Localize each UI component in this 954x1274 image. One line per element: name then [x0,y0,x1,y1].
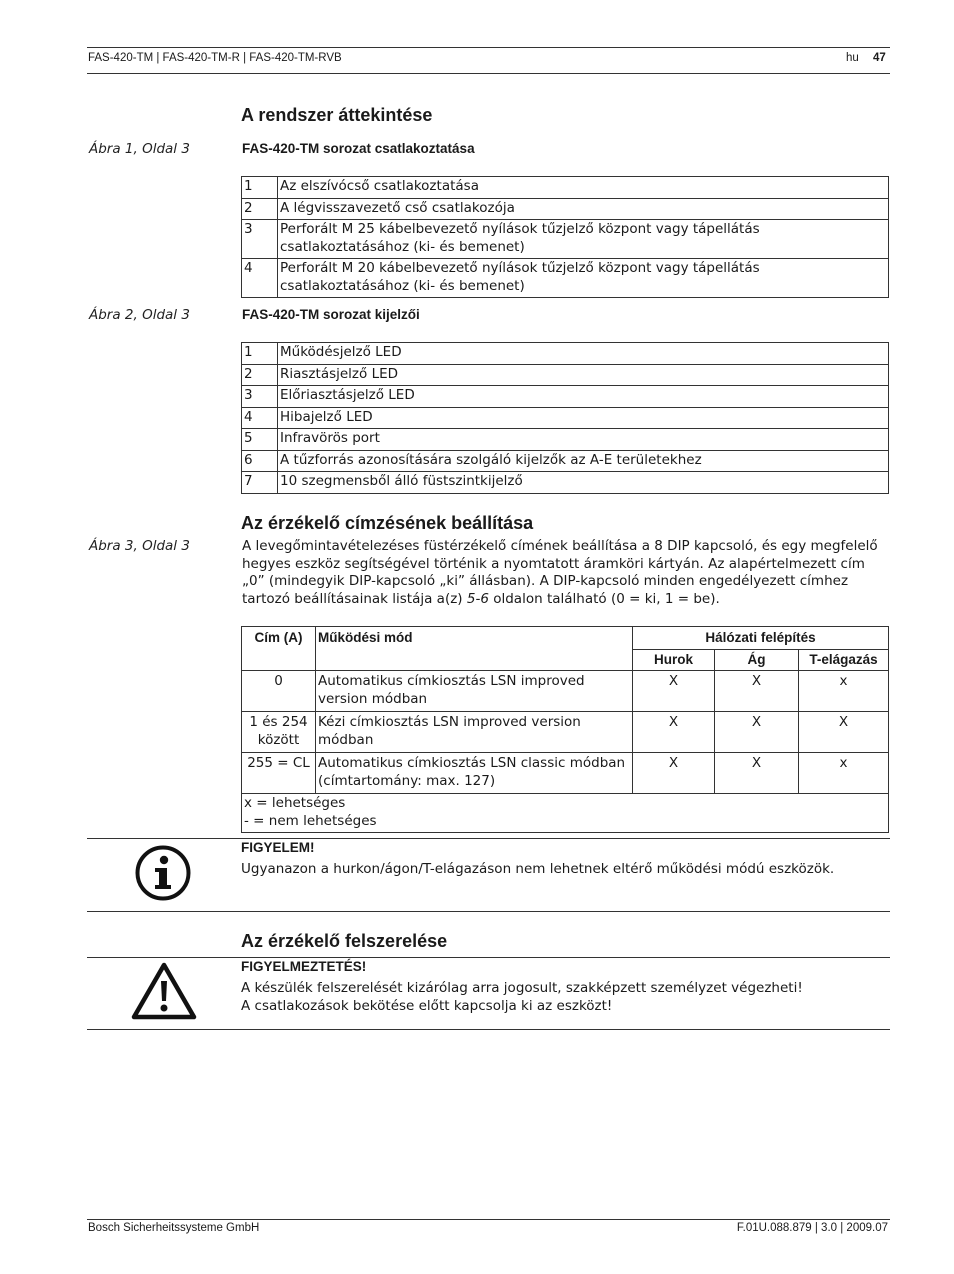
row-text: Riasztásjelző LED [278,364,889,386]
indicators-table [241,342,889,494]
row-text: Perforált M 25 kábelbevezető nyílások tűzjelző központ vagy tápellátás csatlakoztatásához (ki- és bemenet) [278,220,889,259]
figure-ref-2: Ábra 2, Oldal 3 [89,307,190,323]
table-row [242,259,889,298]
legend-possible: x = lehetséges [244,795,346,811]
table-row [242,343,889,365]
warning-top-rule [87,957,890,958]
table-row [242,364,889,386]
table-legend-row [242,794,889,833]
row-number: 5 [242,429,278,451]
warning-title: FIGYELMEZTETÉS! [241,959,367,974]
cell-tbranch: x [799,753,889,794]
warning-text [241,980,803,1015]
row-text: Hibajelző LED [278,407,889,429]
footer-document-ref: F.01U.088.879 | 3.0 | 2009.07 [736,1222,888,1234]
cell-branch: X [715,712,799,753]
col-header-tbranch: T-elágazás [799,649,889,671]
row-number: 3 [242,386,278,408]
row-text: A tűzforrás azonosítására szolgáló kijelzők az A-E területekhez [278,450,889,472]
cell-branch: X [715,753,799,794]
row-text: A légvisszavezető cső csatlakozója [278,198,889,220]
warning-bottom-rule [87,1029,890,1030]
cell-address: 0 [242,671,316,712]
table-row [242,429,889,451]
cell-mode: Kézi címkiosztás LSN improved version módban [316,712,633,753]
page-number: 47 [873,52,886,64]
table-row [242,450,889,472]
page-reference: 5-6 [466,590,489,607]
row-text: Előriasztásjelző LED [278,386,889,408]
col-header-mode: Működési mód [316,627,633,671]
header-models: FAS-420-TM | FAS-420-TM-R | FAS-420-TM-RVB [88,52,342,64]
cell-mode: Automatikus címkiosztás LSN improved version módban [316,671,633,712]
table-row [242,407,889,429]
col-header-loop: Hurok [633,649,715,671]
addressing-paragraph [242,538,892,608]
cell-tbranch: x [799,671,889,712]
cell-branch: X [715,671,799,712]
row-number: 3 [242,220,278,259]
table-row [242,753,889,794]
table-row [242,220,889,259]
table-row [242,386,889,408]
paragraph-line: hegyes eszköz segítségével történik a nyomtatott áramköri kártyán. Az alapértelmezett cím [242,555,865,572]
paragraph-text: oldalon található (0 = ki, 1 = be). [488,590,720,607]
figure-title-1: FAS-420-TM sorozat csatlakoztatása [242,141,475,156]
row-text: 10 szegmensből álló füstszintkijelző [278,472,889,494]
notice-text: Ugyanazon a hurkon/ágon/T-elágazáson nem lehetnek eltérő működési módú eszközök. [241,861,835,877]
info-icon [135,845,191,901]
cell-mode: Automatikus címkiosztás LSN classic módban (címtartomány: max. 127) [316,753,633,794]
figure-title-2: FAS-420-TM sorozat kijelzői [242,307,420,322]
notice-top-rule [87,838,890,839]
cell-address: 255 = CL [242,753,316,794]
figure-ref-1: Ábra 1, Oldal 3 [89,141,190,157]
header-bottom-rule [87,73,890,74]
row-text: Működésjelző LED [278,343,889,365]
paragraph-text: tartozó beállításainak listája a(z) [242,590,467,607]
table-row [242,671,889,712]
table-row [242,198,889,220]
cell-tbranch: X [799,712,889,753]
table-row [242,712,889,753]
header-language: hu [846,52,859,64]
connections-table [241,176,889,298]
notice-title: FIGYELEM! [241,840,315,855]
cell-loop: X [633,753,715,794]
table-row [242,472,889,494]
footer-rule [87,1219,890,1220]
row-text: Az elszívócső csatlakoztatása [278,177,889,199]
warning-icon [130,961,198,1021]
cell-loop: X [633,712,715,753]
row-number: 7 [242,472,278,494]
paragraph-line [242,591,892,609]
paragraph-line: „0” (mindegyik DIP-kapcsoló „ki” állásban). A DIP-kapcsoló minden engedélyezett címhez [242,573,849,589]
col-header-network: Hálózati felépítés [633,627,889,650]
cell-loop: X [633,671,715,712]
table-row [242,177,889,199]
legend-not-possible: - = nem lehetséges [244,812,377,829]
cell-address: 1 és 254 között [242,712,316,753]
address-table [241,626,889,833]
row-number: 2 [242,198,278,220]
section-title-overview: A rendszer áttekintése [241,105,433,125]
row-number: 1 [242,177,278,199]
row-number: 4 [242,407,278,429]
row-number: 6 [242,450,278,472]
row-number: 1 [242,343,278,365]
row-text: Infravörös port [278,429,889,451]
footer-company: Bosch Sicherheitssysteme GmbH [88,1222,260,1234]
warning-line: A készülék felszerelését kizárólag arra jogosult, szakképzett személyzet végezheti! [241,980,803,996]
paragraph-line: A levegőmintavételezéses füstérzékelő címének beállítása a 8 DIP kapcsoló, és egy megfelelő [242,538,878,554]
section-title-addressing: Az érzékelő címzésének beállítása [241,513,534,533]
row-number: 2 [242,364,278,386]
row-number: 4 [242,259,278,298]
header-top-rule [87,47,890,48]
row-text: Perforált M 20 kábelbevezető nyílások tűzjelző központ vagy tápellátás csatlakoztatásához (ki- és bemenet) [278,259,889,298]
figure-ref-3: Ábra 3, Oldal 3 [89,538,190,554]
notice-bottom-rule [87,911,890,912]
col-header-address: Cím (A) [242,627,316,671]
table-legend [242,794,889,833]
table-header-row [242,627,889,650]
section-title-installation: Az érzékelő felszerelése [241,931,448,951]
warning-line: A csatlakozások bekötése előtt kapcsolja ki az eszközt! [241,997,613,1014]
col-header-branch: Ág [715,649,799,671]
